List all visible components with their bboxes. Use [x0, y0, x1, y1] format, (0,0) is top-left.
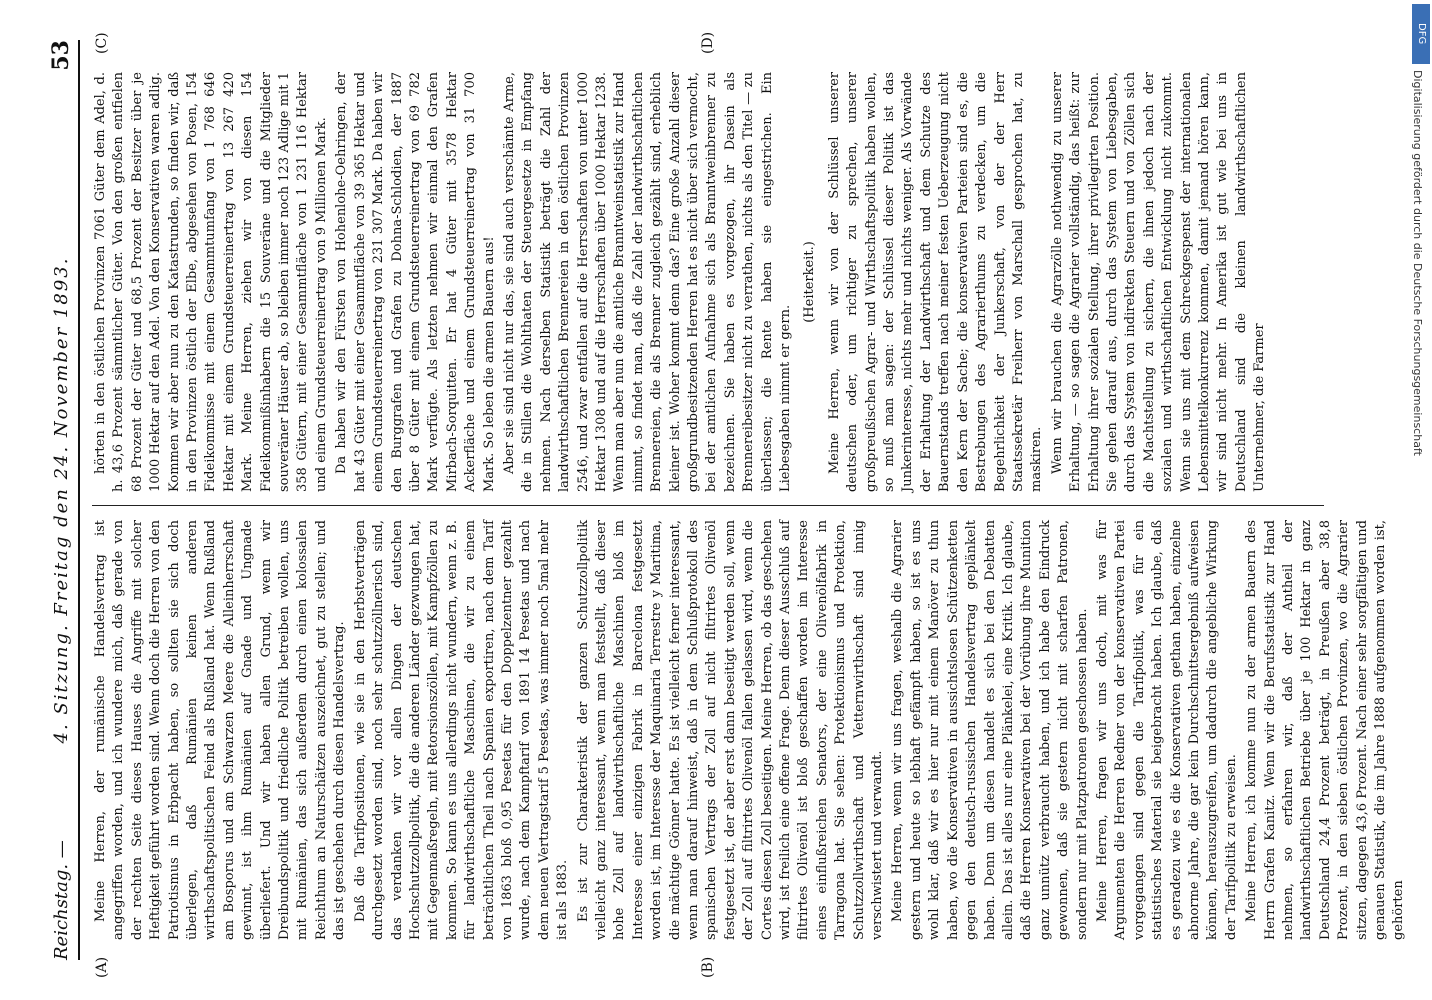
- margin-letter-b: (B): [700, 956, 716, 978]
- paragraph: Aber sie sind nicht nur das, sie sind auch verschämte Arme, die in Stillen die Wohlthaten der Steuergesetze in Empfang nehmen. Nach derselben Statistik beträgt die Zahl der landwirthschaftlichen Brennereien in den östlichen Provinzen 2546, und zwar entfallen auf die Herrschaften von unter 1000 Hektar 1308 und auf die Herrschaften über 1000 Hektar 1238. Wenn man aber nun die amtliche Branntweinstatistik zur Hand nimmt, so findet man, daß die Zahl der landwirthschaftlichen Brennereien, die als Brenner zugleich gezählt sind, erheblich kleiner ist. Woher kommt denn das? Eine große Anzahl dieser großgrundbesitzenden Herren hat es nicht über sich vermocht, bei der amtlichen Aufnahme sich als Branntweinbrenner zu bezeichnen. Sie haben es vorgezogen, ihr Dasein als Brennereibesitzer nicht zu verrathen, nichts als den Titel — zu überlassen; die Rente haben sie eingestrichen. Ein Liebesgaben nimmt er gern.: [501, 72, 794, 492]
- left-column: [92, 520, 1411, 940]
- paragraph: Meine Herren, wenn wir von der Schlüssel unserer deutschen oder, um richtiger zu sprechen, unserer großpreußischen Agrar- und Wirthschaftspolitik haben wollen, so muß man sagen: der Schlüssel dieser Politik ist das Junkerinteresse, nichts mehr und nichts weniger. Als Vorwände der Erhaltung der Landwirthschaft und dem Schutze des Bauernstands treffen nach meiner festen Ueberzeugung nicht den Kern der Sache; die konservativen Parteien sind es, die Bestrebungen des Agrarierthums zu verdecken, um die Begehrlichkeit der Junkerschaft, von der der Herr Staatssekretär Freiherr von Marschall gesprochen hat, zu maskiren.: [826, 72, 1045, 492]
- paragraph: Da haben wir den Fürsten von Hohenlohe-Oehringen, der hat 43 Güter mit einer Gesammtfläche von 39 365 Hektar und einem Grundsteuerreinertrag von 231 307 Mark. Da haben wir den Burggrafen und Grafen zu Dohna-Schlodien, der 1887 über 8 Güter mit einem Grundsteuerreinertrag von 69 782 Mark verfügte. Als letzten nehmen wir einmal den Grafen Mirbach-Sorquitten. Er hat 4 Güter mit 3578 Hektar Ackerfläche und einem Grundsteuerreinertrag von 31 700 Mark. So leben die armen Bauern aus!: [334, 72, 497, 492]
- header-left: Reichstag. —: [51, 840, 72, 960]
- paragraph: Meine Herren, wenn wir uns fragen, weshalb die Agrarier gestern und heute so lebhaft gefämpft haben, so ist es uns wohl klar, daß wir es hier nur mit einem Manöver zu thun haben, wo die Konservativen in aussichtslosen Schützenketten gegen den deutsch-russischen Handelsvertrag geplänkelt haben. Denn um diesen handelt es sich bei den Debatten allein. Das ist alles nur eine Plänkelei, eine Kritik. Ich glaube, daß die Herren Konservativen bei der Vorübung ihre Munition ganz unnütz verbraucht haben, und ich habe den Eindruck gewonnen, daß sie gestern nicht mit scharfen Patronen, sondern nur mit Platzpatronen geschossen haben.: [890, 520, 1090, 940]
- paragraph: hörten in den östlichen Provinzen 7061 Güter dem Adel, d. h. 43,6 Prozent sämmtlicher Güter. Von den großen entfielen 68 Prozent der Güter und 68,5 Prozent der Besitzer über je 1000 Hektar auf den Adel. Von den Konservativen waren adlig. Kommen wir aber nun zu den Katastrunden, so finden wir, daß in den Provinzen östlich der Elbe, abgesehen von Posen, 154 Fideikommisse mit einem Gesammtumfang von 1 768 646 Hektar mit einem Grundsteuerreinertrag von 13 267 420 Mark. Meine Herren, ziehen wir von diesen 154 Fideikommißinhabern die 15 Souveräne und die Mitglieder souveräner Häuser ab, so bleiben immer noch 123 Adlige mit 1 358 Gütern, mit einer Gesammtfläche von 1 231 116 Hektar und einem Grundsteuerreinertrag von 9 Millionen Mark.: [93, 72, 329, 492]
- paragraph: Meine Herren, fragen wir uns doch, mit was für Argumenten die Herren Redner von der konservativen Partei vorgegangen sind gegen die Tarifpolitik, was für ein statistisches Material sie beigebracht haben. Ich glaube, daß es geradezu wie es die Konservativen gethan haben, einzelne abnorme Jahre, die gar kein Durchschnittsergebniß aufweisen können, herauszugreifen, um dadurch die angebliche Wirkung der Tarifpolitik zu erweisen.: [1094, 520, 1239, 940]
- paragraph: Meine Herren, ich komme nun zu der armen Bauern des Herrn Grafen Kanitz. Wenn wir die Berufsstatistik zur Hand nehmen, so erfahren wir, daß der Antheil der landwirthschaftlichen Betriebe über je 100 Hektar in ganz Deutschland 24,4 Prozent beträgt, in Preußen aber 38,8 Prozent, in den sieben östlichen Provinzen, wo die Agrarier sitzen, dagegen 43,6 Prozent. Nach einer sehr sorgfältigen und genauen Statistik, die im Jahre 1888 aufgenommen worden ist, gehörten: [1244, 520, 1407, 940]
- interjection: (Heiterkeit.): [802, 241, 818, 323]
- margin-letter-c: (C): [94, 32, 110, 54]
- paragraph: Wenn wir brauchen die Agrarzölle nothwendig zu unserer Erhaltung, — so sagen die Agrarier vollständig, das heißt: zur Erhaltung ihrer sozialen Stellung, ihrer privilegirten Position. Sie gehen darauf aus, durch das System von Liebesgaben, durch das System von indirekten Steuern und von Zöllen sich die Machtstellung zu sichern, die ihnen jedoch nach der sozialen und wirthschaftlichen Entwicklung nicht zukommt. Wenn sie uns mit dem Schreckgespenst der internationalen Lebensmittelkonkurrenz kommen, damit jemand hören kann, wir sind nicht mehr. In Amerika ist gut wie bei uns in Deutschland sind die kleinen landwirthschaftlichen Unternehmer, die Farmer: [1049, 72, 1268, 492]
- margin-letter-a: (A): [94, 956, 110, 978]
- margin-letter-d: (D): [700, 31, 716, 54]
- page-number: 53: [48, 40, 74, 71]
- paragraph: Es ist zur Charakteristik der ganzen Schutzzollpolitik vielleicht ganz interessant, wenn man feststellt, daß dieser hohe Zoll auf landwirthschaftliche Maschinen bloß im Interesse einer einzigen Fabrik in Barcelona festgesetzt worden ist, im Interesse der Maquinaria Terrestre y Maritima, die mächtige Gönner hatte. Es ist vielleicht ferner interessant, wenn man darauf hinweist, daß in dem Schlußprotokoll des spanischen Vertrags der Zoll auf nicht filtrirtes Olivenöl festgesetzt ist, der aber erst dann beseitigt werden soll, wenn der Zoll auf filtrirtes Olivenöl fallen gelassen wird, wenn die Cortes diesen Zoll beseitigen. Meine Herren, ob das geschehen wird, ist freilich eine offene Frage. Denn dieser Ausschluß auf filtrirtes Olivenöl ist bloß geschaffen worden im Interesse eines einflußreichen Senators, der eine Olivenölfabrik in Tarragona hat. Sie sehen: Protektionismus und Protektion, Schutzzollwirthschaft und Vetternwirthschaft sind innig verschwistert und verwandt.: [575, 520, 886, 940]
- right-column: [92, 72, 1272, 492]
- column-divider: [92, 505, 1324, 506]
- digitization-note: Digitalisierung gefördert durch die Deutsche Forschungsgemeinschaft: [1411, 70, 1424, 456]
- header-title: 4. Sitzung. Freitag den 24. November 1893.: [51, 256, 72, 744]
- dfg-logo: DFG: [1412, 4, 1430, 64]
- paragraph: Daß die Tarifpositionen, wie sie in den Herbstverträgen durchgesetzt worden sind, noch sehr schutzzöllnerisch sind, das verdanken wir vor allen Dingen der deutschen Hochschutzzollpolitik, die die anderen Länder gezwungen hat, mit Gegenmaßregeln, mit Retorsionszöllen, mit Kampfzöllen zu kommen. So kann es uns allerdings nicht wundern, wenn z. B. für landwirthschaftliche Maschinen, die wir zu einem beträchtlichen Theil nach Spanien exportiren, nach dem Tarif von 1863 bloß 0,95 Pesetas für den Doppelzentner gezahlt wurde, nach dem Kampftarif von 1891 14 Pesetas und nach dem neuen Vertragstarif 5 Pesetas, was immer noch 5mal mehr ist als 1883.: [352, 520, 571, 940]
- paragraph: Meine Herren, der rumänische Handelsvertrag ist angegriffen worden, und ich wundere mich, daß gerade von der rechten Seite dieses Hauses die Angriffe mit solcher Heftigkeit geführt worden sind. Wenn doch die Herren von den Patriotismus in Erbpacht haben, so sollten sie sich doch überlegen, daß Rumänien keinen anderen wirthschaftspolitischen Feind als Rußland hat. Wenn Rußland am Bosporus und am Schwarzen Meere die Alleinherrschaft gewinnt, ist ihm Rumänien auf Gnade und Ungnade überliefert. Und wir haben allen Grund, wenn wir Dreibundspolitik und friedliche Politik betreiben wollen, uns mit Rumänien, das sich außerdem durch einen kolossalen Reichthum an Naturschätzen auszeichnet, gut zu stellen; und das ist geschehen durch diesen Handelsvertrag.: [93, 520, 348, 940]
- page-header: [38, 40, 80, 960]
